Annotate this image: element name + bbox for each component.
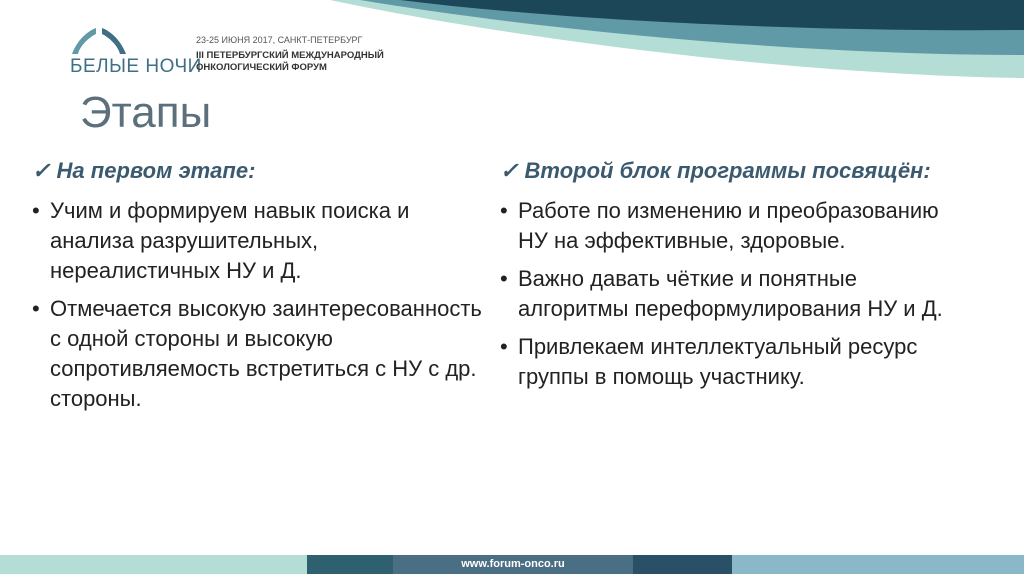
footer-url[interactable]: www.forum-onco.ru — [393, 555, 633, 574]
logo-arch-icon — [70, 26, 128, 54]
footer-segment — [0, 555, 307, 574]
right-heading — [500, 156, 970, 186]
header-swoosh-decoration — [0, 0, 1024, 100]
logo-name: БЕЛЫЕ НОЧИ — [70, 56, 202, 77]
event-name — [196, 50, 384, 74]
checkmark-icon: ✓ — [500, 158, 525, 183]
checkmark-icon: ✓ — [32, 158, 57, 183]
list-item: • Важно давать чёткие и понятные алгоритмы переформулирования НУ и Д. — [500, 264, 970, 324]
event-date: 23-25 ИЮНЯ 2017, САНКТ-ПЕТЕРБУРГ — [196, 35, 363, 45]
left-column — [32, 156, 482, 422]
list-item: • Привлекаем интеллектуальный ресурс группы в помощь участнику. — [500, 332, 970, 392]
slide-title: Этапы — [80, 88, 212, 137]
right-column — [500, 156, 970, 400]
list-item: • Учим и формируем навык поиска и анализа разрушительных, нереалистичных НУ и Д. — [32, 196, 482, 286]
footer-segment — [633, 555, 732, 574]
left-heading — [32, 156, 482, 186]
list-item: • Отмечается высокую заинтересованность с одной стороны и высокую сопротивляемость встретиться с НУ с др. стороны. — [32, 294, 482, 414]
footer-segment — [307, 555, 393, 574]
event-name-line2: ОНКОЛОГИЧЕСКИЙ ФОРУМ — [196, 62, 327, 73]
right-heading-text: Второй блок программы посвящён: — [524, 158, 931, 183]
left-heading-text: На первом этапе: — [56, 158, 256, 183]
footer-bar — [0, 555, 1024, 574]
list-item: • Работе по изменению и преобразованию НУ на эффективные, здоровые. — [500, 196, 970, 256]
footer-segment — [732, 555, 1024, 574]
event-name-line1: III ПЕТЕРБУРГСКИЙ МЕЖДУНАРОДНЫЙ — [196, 50, 384, 61]
